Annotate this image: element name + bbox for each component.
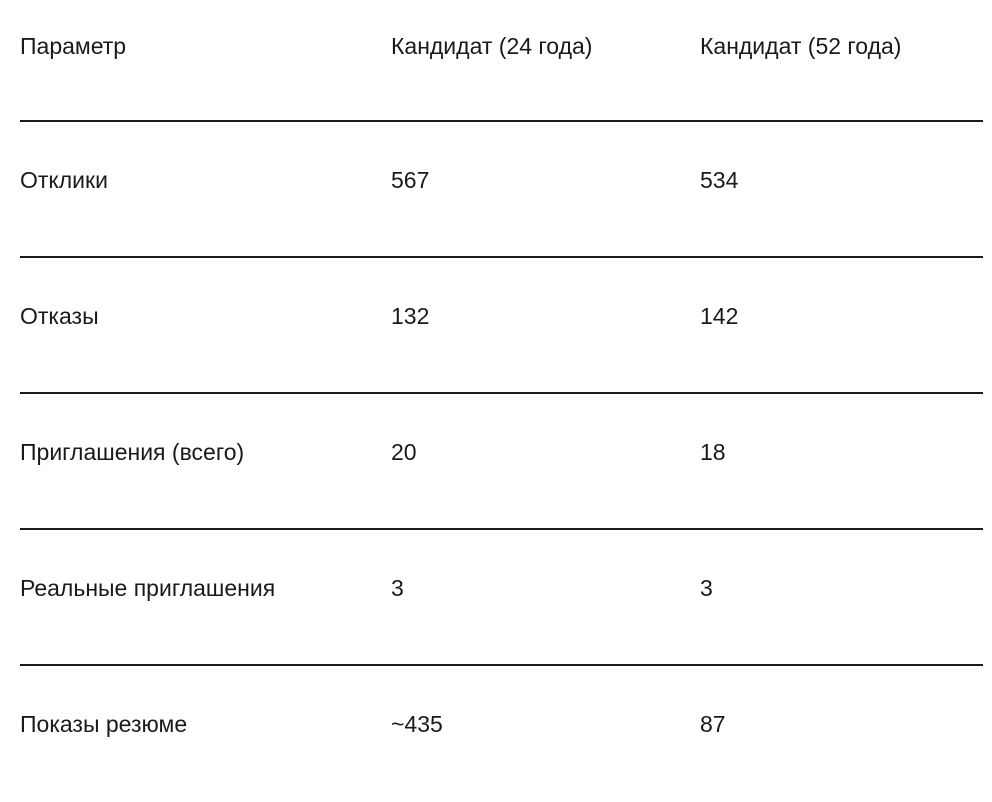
row-value-52: 87 [700, 711, 726, 737]
row-value-24: 567 [391, 167, 430, 193]
row-value-24: 132 [391, 303, 430, 329]
row-value-24: ~435 [391, 711, 443, 737]
table-row [20, 666, 983, 802]
row-label: Отклики [20, 167, 108, 193]
table-row [20, 258, 983, 394]
table-row [20, 394, 983, 530]
header-candidate-52: Кандидат (52 года) [700, 33, 902, 59]
table-row [20, 122, 983, 258]
row-value-52: 534 [700, 167, 739, 193]
row-value-24: 20 [391, 439, 417, 465]
comparison-table [20, 0, 983, 802]
row-value-52: 3 [700, 575, 713, 601]
row-label: Приглашения (всего) [20, 439, 245, 465]
header-parameter: Параметр [20, 33, 127, 59]
row-value-52: 18 [700, 439, 726, 465]
table-row [20, 530, 983, 666]
row-label: Реальные приглашения [20, 575, 276, 601]
row-value-52: 142 [700, 303, 739, 329]
header-candidate-24: Кандидат (24 года) [391, 33, 593, 59]
row-value-24: 3 [391, 575, 404, 601]
table-header-row [20, 0, 983, 122]
row-label: Отказы [20, 303, 99, 329]
row-label: Показы резюме [20, 711, 188, 737]
